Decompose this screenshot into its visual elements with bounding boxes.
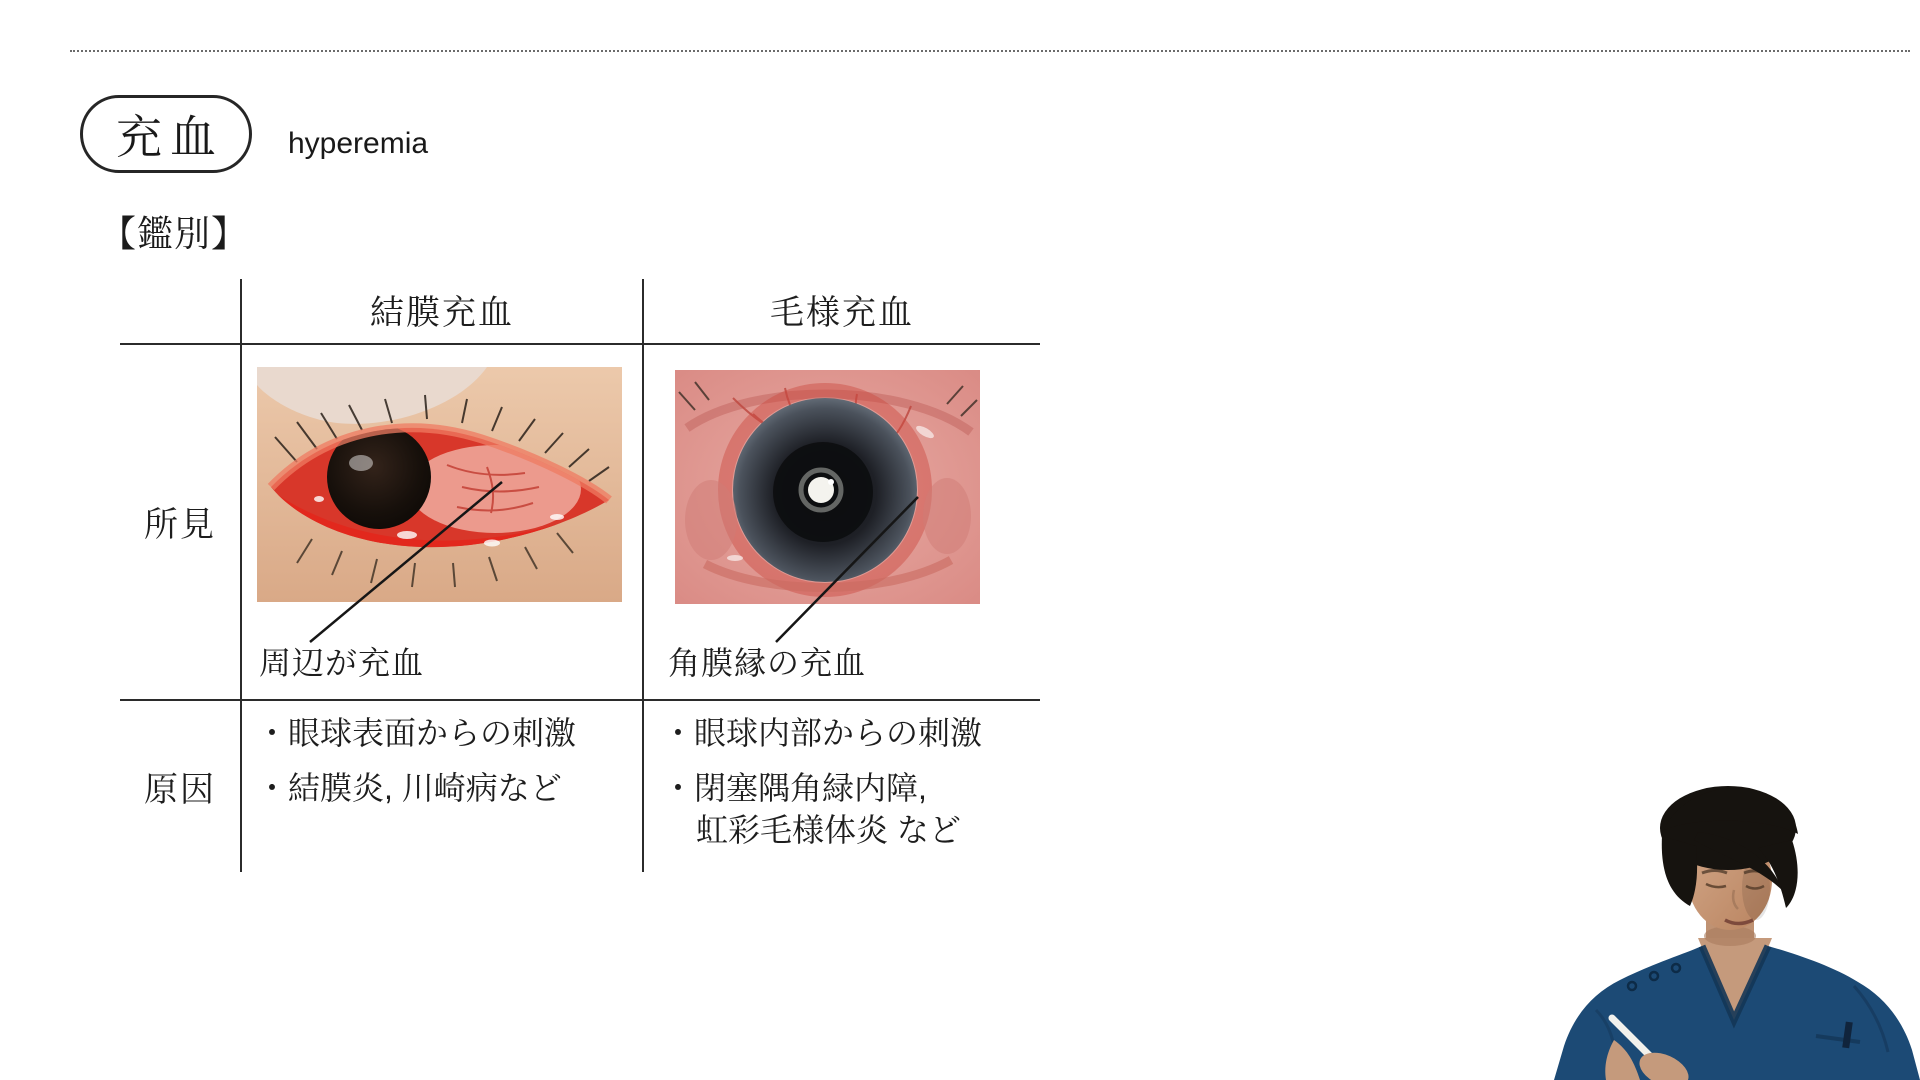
top-dotted-divider bbox=[70, 50, 1910, 52]
page-title-english: hyperemia bbox=[288, 127, 429, 160]
instructor-video-overlay bbox=[1548, 778, 1920, 1080]
table-horizontal-line-1 bbox=[120, 343, 1040, 345]
table-horizontal-line-2 bbox=[120, 699, 1040, 701]
page-title: 充血 bbox=[116, 111, 224, 163]
caption-conjunctival: 周辺が充血 bbox=[259, 645, 425, 681]
section-heading: 【鑑別】 bbox=[100, 213, 249, 254]
table-vertical-line-1 bbox=[240, 279, 242, 872]
list-item: ・閉塞隅角緑内障, bbox=[662, 770, 927, 806]
caption-ciliary: 角膜縁の充血 bbox=[668, 645, 867, 681]
causes-list-ciliary bbox=[662, 712, 1052, 851]
conjunctival-eye-photo bbox=[257, 367, 622, 602]
list-item: ・結膜炎, 川崎病など bbox=[256, 770, 562, 806]
title-pill bbox=[80, 95, 252, 173]
column-header-ciliary: 毛様充血 bbox=[770, 293, 914, 332]
row-header-causes: 原因 bbox=[144, 770, 216, 809]
list-item: ・眼球内部からの刺激 bbox=[662, 715, 983, 751]
list-item: 虹彩毛様体炎 など bbox=[696, 812, 961, 848]
list-item: ・眼球表面からの刺激 bbox=[256, 715, 577, 751]
column-header-conjunctival: 結膜充血 bbox=[370, 293, 514, 332]
row-header-findings: 所見 bbox=[144, 505, 216, 544]
causes-list-conjunctival bbox=[256, 712, 646, 809]
ciliary-eye-photo bbox=[675, 370, 980, 604]
